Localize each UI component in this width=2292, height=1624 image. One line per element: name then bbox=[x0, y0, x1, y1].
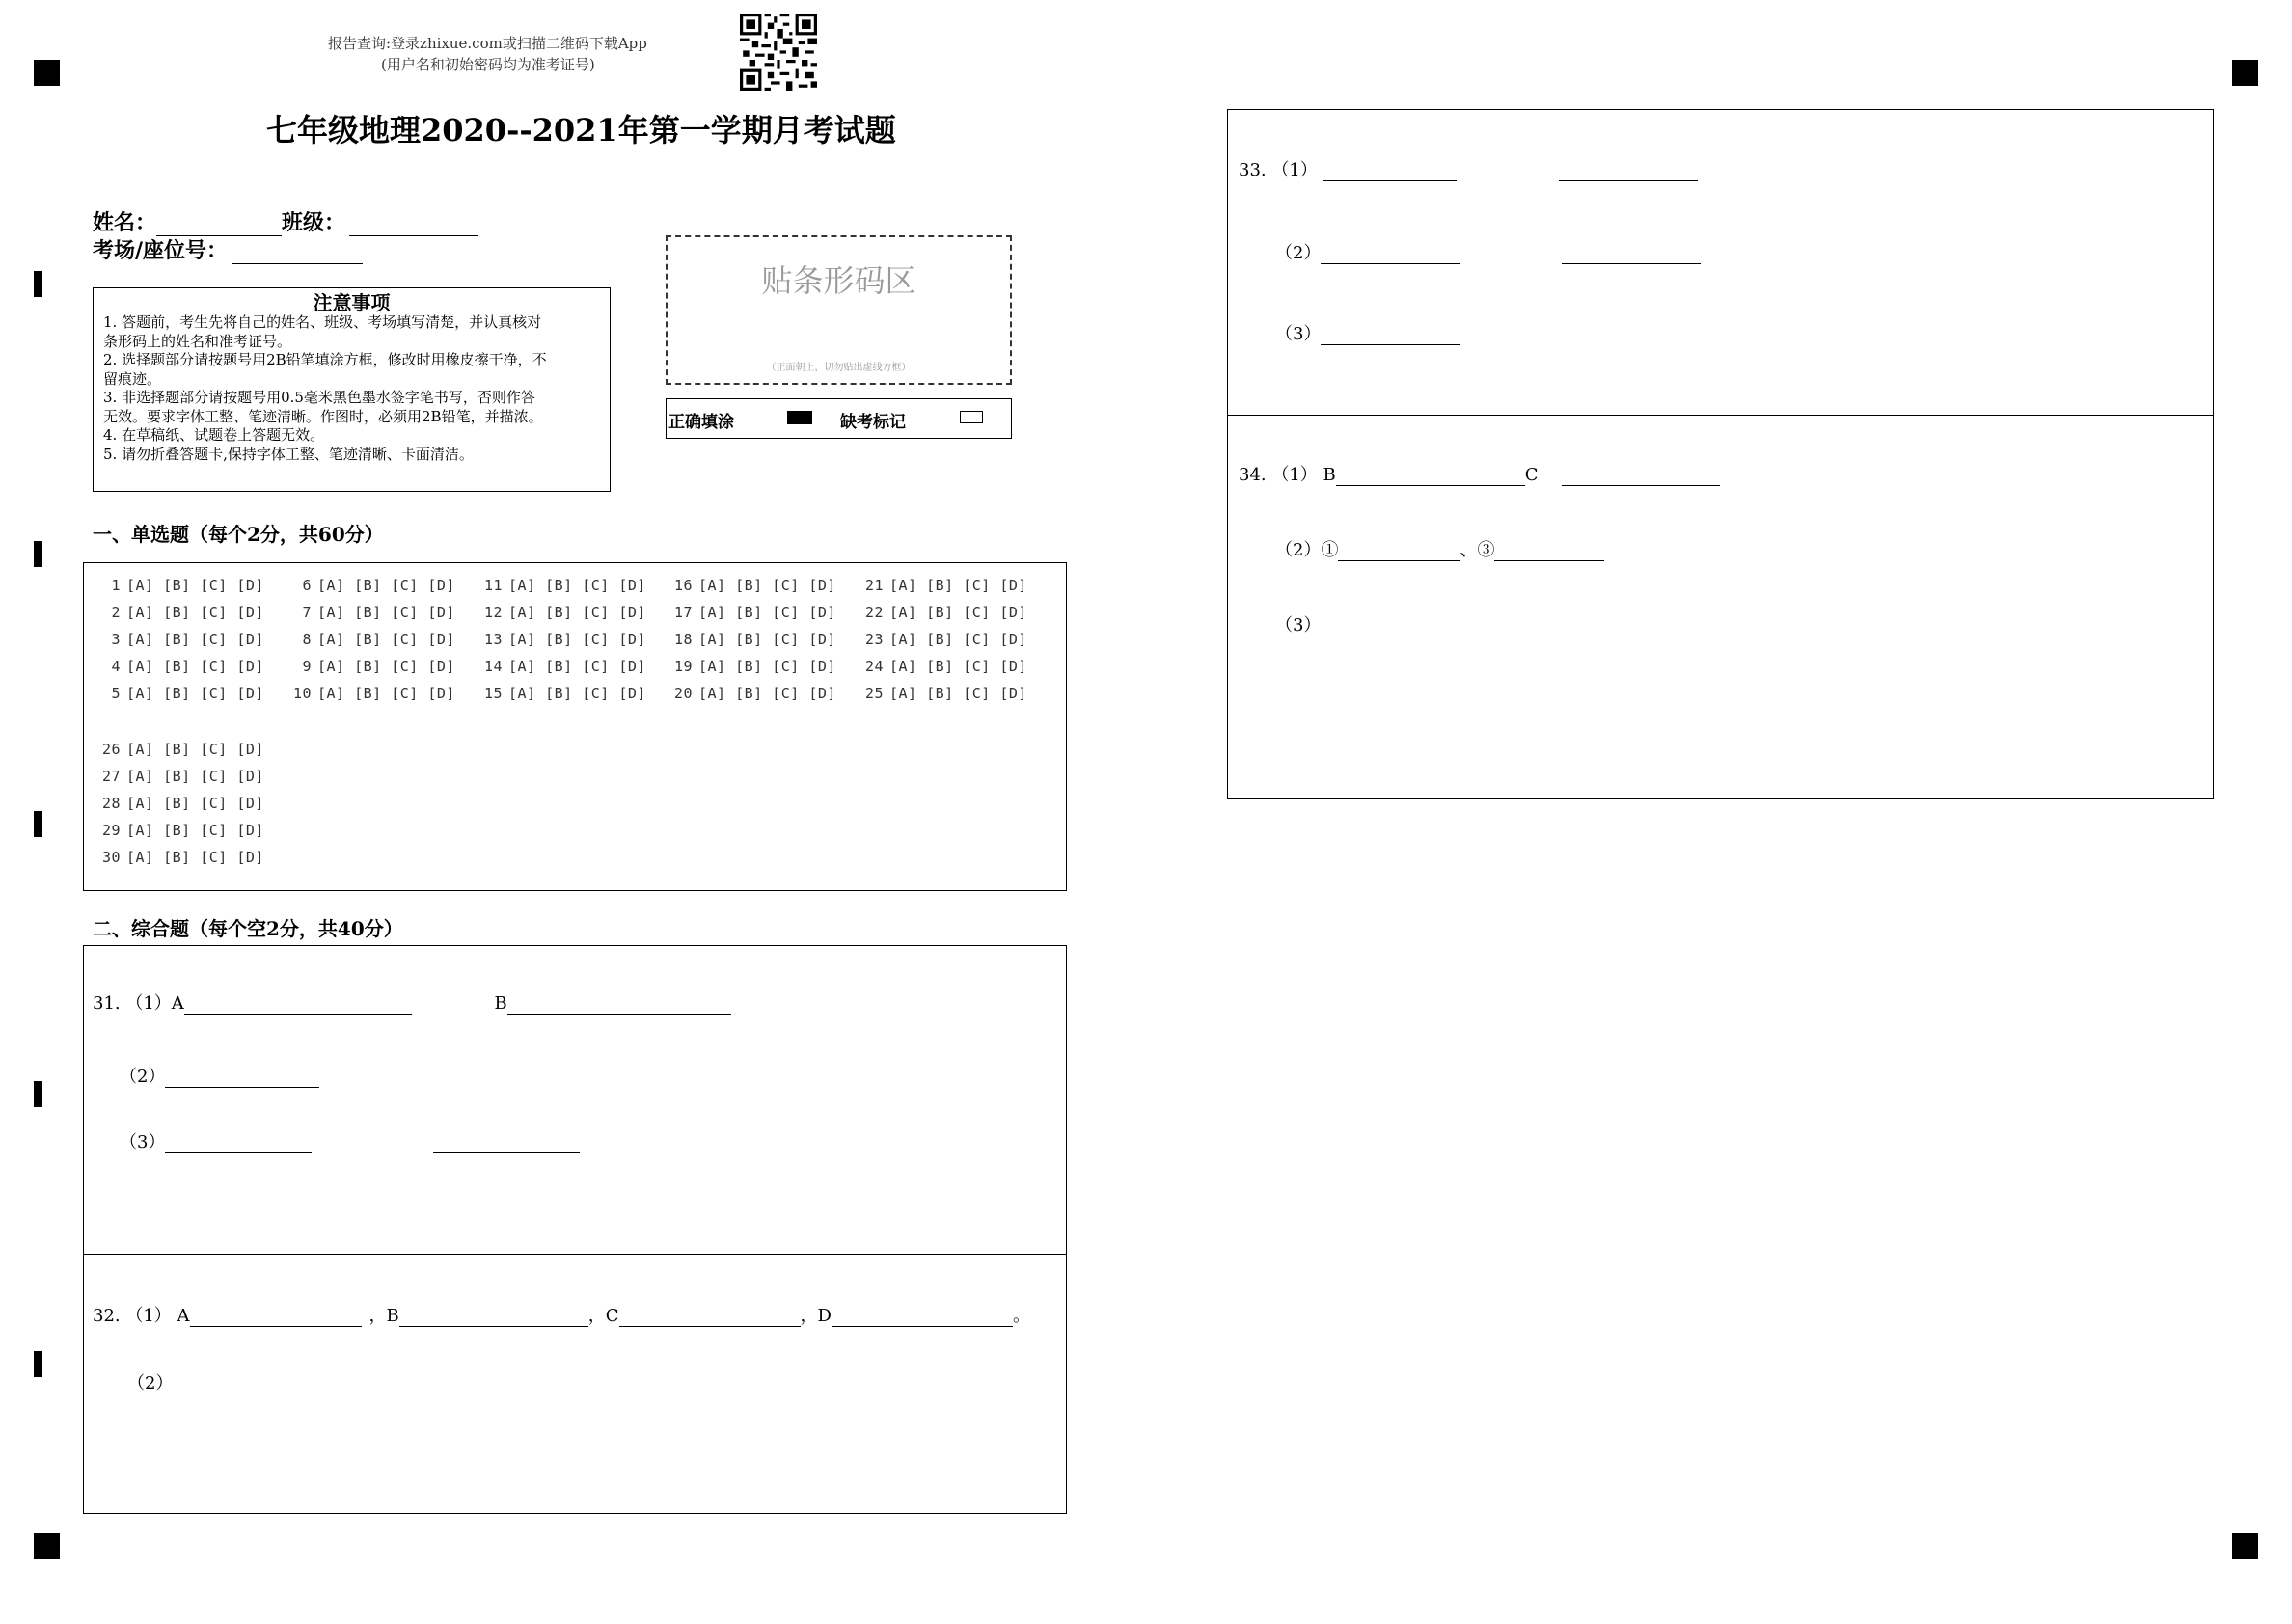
choice-number: 20 bbox=[673, 685, 693, 702]
q32-p2-label: （2） bbox=[127, 1373, 174, 1394]
choice-number: 11 bbox=[483, 577, 503, 594]
notice-line: 条形码上的姓名和准考证号。 bbox=[103, 332, 292, 350]
q34-answer-2a[interactable] bbox=[1338, 543, 1460, 561]
q34-answer-c[interactable] bbox=[1562, 468, 1720, 486]
choice-number: 2 bbox=[111, 604, 121, 621]
choice-item-16[interactable] bbox=[668, 577, 836, 594]
choice-options[interactable]: [A] [B] [C] [D] bbox=[317, 604, 455, 621]
choice-number: 9 bbox=[302, 658, 312, 675]
q32-end: 。 bbox=[1012, 1306, 1030, 1326]
choice-item-7[interactable] bbox=[286, 604, 455, 621]
choice-item-24[interactable] bbox=[859, 658, 1027, 675]
choice-number: 5 bbox=[111, 685, 121, 702]
q32-c-label: ，C bbox=[587, 1306, 619, 1326]
choice-options[interactable]: [A] [B] [C] [D] bbox=[317, 685, 455, 702]
choice-number: 7 bbox=[302, 604, 312, 621]
choice-options[interactable]: [A] [B] [C] [D] bbox=[889, 685, 1027, 702]
q34-answer-2b[interactable] bbox=[1494, 543, 1604, 561]
choice-options[interactable]: [A] [B] [C] [D] bbox=[698, 685, 836, 702]
q34-part2 bbox=[1275, 536, 1604, 561]
choice-item-19[interactable] bbox=[668, 658, 836, 675]
room-seat-field[interactable] bbox=[232, 246, 363, 264]
notice-line: 2. 选择题部分请按题号用2B铅笔填涂方框，修改时用橡皮擦干净，不 bbox=[103, 351, 547, 368]
q33-p3-label: （3） bbox=[1275, 324, 1322, 344]
choice-item-5[interactable] bbox=[96, 685, 264, 702]
choice-options[interactable]: [A] [B] [C] [D] bbox=[508, 577, 646, 594]
choice-options[interactable]: [A] [B] [C] [D] bbox=[126, 685, 264, 702]
choice-item-18[interactable] bbox=[668, 631, 836, 648]
timing-mark bbox=[34, 1351, 42, 1377]
q33-answer-2b[interactable] bbox=[1562, 246, 1701, 264]
choice-number: 16 bbox=[673, 577, 693, 594]
choice-options[interactable]: [A] [B] [C] [D] bbox=[126, 795, 264, 812]
choice-options[interactable]: [A] [B] [C] [D] bbox=[126, 768, 264, 785]
choice-number: 3 bbox=[111, 631, 121, 648]
choice-options[interactable]: [A] [B] [C] [D] bbox=[126, 577, 264, 594]
section2-title: 二、综合题（每个空2分，共40分） bbox=[93, 917, 403, 940]
q33-part2 bbox=[1275, 239, 1701, 264]
choice-number: 14 bbox=[483, 658, 503, 675]
choice-item-3[interactable] bbox=[96, 631, 264, 648]
qr-code-icon bbox=[740, 14, 817, 91]
corner-marker-bottom-left bbox=[34, 1533, 60, 1559]
choice-options[interactable]: [A] [B] [C] [D] bbox=[126, 741, 264, 758]
choice-item-13[interactable] bbox=[478, 631, 646, 648]
barcode-area bbox=[666, 235, 1012, 385]
choice-item-20[interactable] bbox=[668, 685, 836, 702]
corner-marker-bottom-right bbox=[2232, 1533, 2258, 1559]
choice-item-17[interactable] bbox=[668, 604, 836, 621]
choice-number: 13 bbox=[483, 631, 503, 648]
q34-part3 bbox=[1275, 611, 1492, 636]
corner-marker-top-right bbox=[2232, 60, 2258, 86]
q33-answer-2a[interactable] bbox=[1321, 246, 1460, 264]
room-info-row bbox=[93, 234, 363, 264]
choice-number: 1 bbox=[111, 577, 121, 594]
notice-line: 留痕迹。 bbox=[103, 369, 162, 388]
timing-mark bbox=[34, 1081, 42, 1107]
choice-number: 30 bbox=[101, 849, 121, 866]
choice-item-1[interactable] bbox=[96, 577, 264, 594]
q32-d-label: ，D bbox=[800, 1306, 832, 1326]
choice-number: 17 bbox=[673, 604, 693, 621]
notice-line: 无效。要求字体工整、笔迹清晰。作图时，必须用2B铅笔，并描浓。 bbox=[103, 407, 543, 425]
q31-answer-3b[interactable] bbox=[433, 1135, 580, 1153]
choice-item-23[interactable] bbox=[859, 631, 1027, 648]
q32-part1 bbox=[93, 1302, 1030, 1327]
q33-answer-1b[interactable] bbox=[1559, 163, 1698, 181]
choice-number: 15 bbox=[483, 685, 503, 702]
choice-number: 27 bbox=[101, 768, 121, 785]
choice-item-29[interactable] bbox=[96, 822, 264, 839]
q32-answer-d[interactable] bbox=[832, 1309, 1013, 1327]
notice-line: 4. 在草稿纸、试题卷上答题无效。 bbox=[103, 426, 325, 444]
choice-options[interactable]: [A] [B] [C] [D] bbox=[698, 604, 836, 621]
q32-answer-a[interactable] bbox=[190, 1309, 362, 1327]
choice-options[interactable]: [A] [B] [C] [D] bbox=[889, 604, 1027, 621]
q32-p1-label: 32. （1） A bbox=[93, 1306, 190, 1326]
name-label: 姓名： bbox=[93, 210, 157, 235]
choice-number: 18 bbox=[673, 631, 693, 648]
absent-mark-label: 缺考标记 bbox=[840, 413, 906, 432]
section1-title: 一、单选题（每个2分，共60分） bbox=[93, 523, 384, 546]
q31-p1-label: 31. （1）A bbox=[93, 993, 184, 1014]
choice-options[interactable]: [A] [B] [C] [D] bbox=[508, 631, 646, 648]
choice-number: 4 bbox=[111, 658, 121, 675]
choice-options[interactable]: [A] [B] [C] [D] bbox=[317, 658, 455, 675]
correct-fill-label: 正确填涂 bbox=[668, 413, 734, 432]
q33-p2-label: （2） bbox=[1275, 243, 1322, 263]
choice-options[interactable]: [A] [B] [C] [D] bbox=[889, 658, 1027, 675]
choice-item-14[interactable] bbox=[478, 658, 646, 675]
q32-part2 bbox=[127, 1369, 362, 1394]
choice-number: 21 bbox=[864, 577, 884, 594]
choice-options[interactable]: [A] [B] [C] [D] bbox=[508, 685, 646, 702]
timing-mark bbox=[34, 271, 42, 297]
choice-number: 22 bbox=[864, 604, 884, 621]
choice-item-12[interactable] bbox=[478, 604, 646, 621]
q34-part1 bbox=[1239, 461, 1720, 486]
choice-number: 8 bbox=[302, 631, 312, 648]
choice-number: 12 bbox=[483, 604, 503, 621]
notice-title: 注意事项 bbox=[313, 291, 391, 314]
q34-p3-label: （3） bbox=[1275, 615, 1322, 636]
choice-options[interactable]: [A] [B] [C] [D] bbox=[126, 631, 264, 648]
choice-item-26[interactable] bbox=[96, 741, 264, 758]
q33-answer-3[interactable] bbox=[1321, 327, 1460, 345]
corner-marker-top-left bbox=[34, 60, 60, 86]
q32-b-label: ，B bbox=[368, 1306, 399, 1326]
q31-answer-2[interactable] bbox=[165, 1069, 319, 1088]
choice-options[interactable]: [A] [B] [C] [D] bbox=[317, 577, 455, 594]
report-credentials-line: (用户名和初始密码均为准考证号) bbox=[381, 56, 595, 73]
q33-part1 bbox=[1239, 156, 1698, 181]
choice-options[interactable]: [A] [B] [C] [D] bbox=[126, 604, 264, 621]
notice-line: 1. 答题前，考生先将自己的姓名、班级、考场填写清楚，并认真核对 bbox=[103, 313, 542, 331]
choice-options[interactable]: [A] [B] [C] [D] bbox=[508, 658, 646, 675]
q31-answer-a[interactable] bbox=[184, 996, 412, 1015]
choice-item-22[interactable] bbox=[859, 604, 1027, 621]
q34-p2-label: （2）① bbox=[1275, 540, 1339, 560]
absent-checkbox[interactable] bbox=[960, 411, 983, 423]
choice-options[interactable]: [A] [B] [C] [D] bbox=[889, 631, 1027, 648]
choice-item-2[interactable] bbox=[96, 604, 264, 621]
class-field[interactable] bbox=[349, 218, 478, 236]
notice-line: 5. 请勿折叠答题卡,保持字体工整、笔迹清晰、卡面清洁。 bbox=[103, 445, 474, 463]
choice-item-27[interactable] bbox=[96, 768, 264, 785]
choice-options[interactable]: [A] [B] [C] [D] bbox=[698, 658, 836, 675]
barcode-hint: （正面朝上，切勿贴出虚线方框） bbox=[766, 363, 912, 373]
q33-answer-1a[interactable] bbox=[1323, 163, 1457, 181]
choice-item-8[interactable] bbox=[286, 631, 455, 648]
choice-options[interactable]: [A] [B] [C] [D] bbox=[508, 604, 646, 621]
q32-answer-2[interactable] bbox=[173, 1376, 362, 1394]
q31-part1 bbox=[93, 989, 731, 1015]
choice-item-11[interactable] bbox=[478, 577, 646, 594]
choice-options[interactable]: [A] [B] [C] [D] bbox=[317, 631, 455, 648]
single-choice-box bbox=[83, 562, 1067, 891]
choice-number: 6 bbox=[302, 577, 312, 594]
choice-number: 24 bbox=[864, 658, 884, 675]
q32-answer-b[interactable] bbox=[399, 1309, 588, 1327]
choice-number: 26 bbox=[101, 741, 121, 758]
timing-mark bbox=[34, 541, 42, 567]
q31-part3 bbox=[120, 1128, 580, 1153]
q31-p3-label: （3） bbox=[120, 1132, 166, 1152]
choice-number: 28 bbox=[101, 795, 121, 812]
choice-item-15[interactable] bbox=[478, 685, 646, 702]
q34-sep: 、③ bbox=[1460, 540, 1495, 560]
q32-answer-c[interactable] bbox=[619, 1309, 801, 1327]
q34-c-label: C bbox=[1524, 465, 1539, 485]
choice-number: 29 bbox=[101, 822, 121, 839]
choice-item-6[interactable] bbox=[286, 577, 455, 594]
q34-answer-b[interactable] bbox=[1336, 468, 1525, 486]
choice-options[interactable]: [A] [B] [C] [D] bbox=[126, 849, 264, 866]
class-label: 班级： bbox=[282, 210, 346, 235]
choice-item-28[interactable] bbox=[96, 795, 264, 812]
choice-item-4[interactable] bbox=[96, 658, 264, 675]
q31-b-label: B bbox=[494, 993, 507, 1014]
barcode-title: 贴条形码区 bbox=[761, 262, 916, 299]
exam-title: 七年级地理2020--2021年第一学期月考试题 bbox=[266, 112, 896, 149]
choice-options[interactable]: [A] [B] [C] [D] bbox=[126, 658, 264, 675]
q34-p1-label: 34. （1） B bbox=[1239, 465, 1336, 485]
choice-options[interactable]: [A] [B] [C] [D] bbox=[698, 631, 836, 648]
choice-options[interactable]: [A] [B] [C] [D] bbox=[698, 577, 836, 594]
q31-answer-b[interactable] bbox=[507, 996, 731, 1015]
q33-p1-label: 33. （1） bbox=[1239, 160, 1318, 180]
choice-number: 10 bbox=[292, 685, 312, 702]
choice-item-21[interactable] bbox=[859, 577, 1027, 594]
room-seat-label: 考场/座位号： bbox=[93, 238, 229, 263]
timing-mark bbox=[34, 811, 42, 837]
report-query-line: 报告查询:登录zhixue.com或扫描二维码下载App bbox=[328, 35, 647, 52]
choice-number: 25 bbox=[864, 685, 884, 702]
q34-answer-3[interactable] bbox=[1321, 618, 1492, 636]
choice-item-25[interactable] bbox=[859, 685, 1027, 702]
choice-item-10[interactable] bbox=[286, 685, 455, 702]
choice-number: 19 bbox=[673, 658, 693, 675]
q31-p2-label: （2） bbox=[120, 1067, 166, 1087]
q31-answer-3a[interactable] bbox=[165, 1135, 312, 1153]
fill-legend bbox=[666, 398, 1012, 439]
student-info-row bbox=[93, 206, 478, 236]
q33-part3 bbox=[1275, 320, 1460, 345]
choice-options[interactable]: [A] [B] [C] [D] bbox=[889, 577, 1027, 594]
filled-box-icon bbox=[787, 411, 812, 424]
choice-item-30[interactable] bbox=[96, 849, 264, 866]
choice-number: 23 bbox=[864, 631, 884, 648]
choice-options[interactable]: [A] [B] [C] [D] bbox=[126, 822, 264, 839]
choice-item-9[interactable] bbox=[286, 658, 455, 675]
notice-line: 3. 非选择题部分请按题号用0.5毫米黑色墨水签字笔书写，否则作答 bbox=[103, 389, 535, 406]
q31-part2 bbox=[120, 1063, 319, 1088]
notice-box bbox=[93, 287, 611, 492]
